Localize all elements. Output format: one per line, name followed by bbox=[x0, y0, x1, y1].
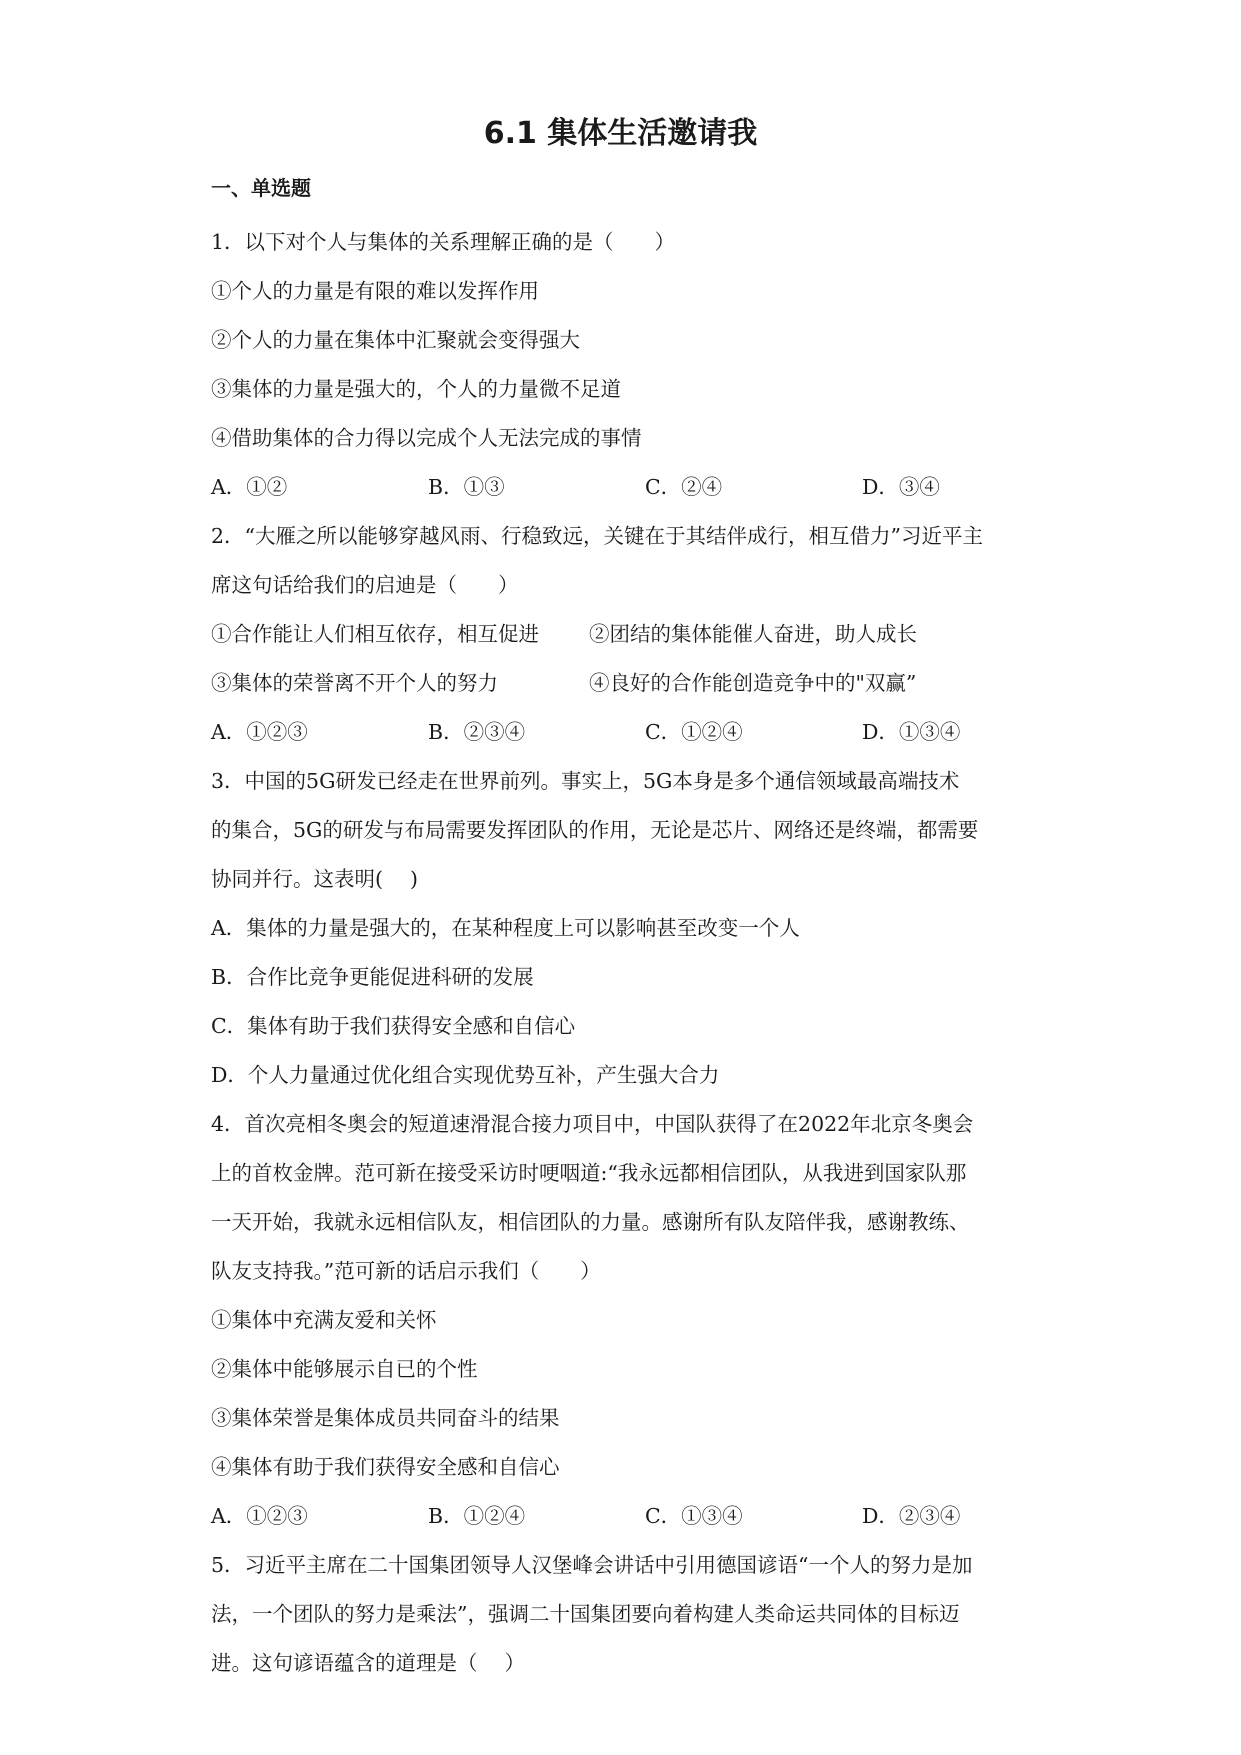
option-a: A．①②③ bbox=[211, 720, 308, 744]
question-stem: 2．“大雁之所以能够穿越风雨、行稳致远，关键在于其结伴成行，相互借力”习近平主 bbox=[211, 524, 984, 548]
page-title: 6.1 集体生活邀请我 bbox=[483, 116, 758, 151]
question-stem: 协同并行。这表明( ) bbox=[211, 867, 419, 891]
question-stem: 上的首枚金牌。范可新在接受采访时哽咽道:“我永远都相信团队，从我进到国家队那 bbox=[211, 1161, 967, 1185]
option-c: C．①③④ bbox=[645, 1504, 743, 1528]
question-stem: 的集合，5G的研发与布局需要发挥团队的作用，无论是芯片、网络还是终端，都需要 bbox=[211, 818, 979, 842]
statement-item: ②团结的集体能催人奋进，助人成长 bbox=[589, 622, 917, 646]
statement-item: ④良好的合作能创造竞争中的"双赢” bbox=[589, 671, 917, 695]
statement-item: ④集体有助于我们获得安全感和自信心 bbox=[211, 1455, 560, 1479]
question-3 bbox=[211, 757, 1041, 1100]
option-b: B．①②④ bbox=[428, 1504, 526, 1528]
option-a: A．①② bbox=[211, 475, 288, 499]
question-stem: 4．首次亮相冬奥会的短道速滑混合接力项目中，中国队获得了在2022年北京冬奥会 bbox=[211, 1112, 974, 1136]
statement-row bbox=[211, 610, 1041, 659]
option-a: A．集体的力量是强大的，在某种程度上可以影响甚至改变一个人 bbox=[211, 916, 800, 940]
statement-item: ④借助集体的合力得以完成个人无法完成的事情 bbox=[211, 426, 642, 450]
question-stem: 队友支持我。”范可新的话启示我们（ ） bbox=[211, 1259, 601, 1283]
question-stem: 席这句话给我们的启迪是（ ） bbox=[211, 573, 519, 597]
answer-options bbox=[211, 708, 1041, 757]
statement-item: ①合作能让人们相互依存，相互促进 bbox=[211, 622, 539, 646]
option-d: D．①③④ bbox=[862, 720, 961, 744]
statement-item: ②个人的力量在集体中汇聚就会变得强大 bbox=[211, 328, 580, 352]
answer-options bbox=[211, 1492, 1041, 1541]
question-2 bbox=[211, 512, 1041, 757]
option-b: B．②③④ bbox=[428, 720, 526, 744]
option-c: C．集体有助于我们获得安全感和自信心 bbox=[211, 1014, 576, 1038]
option-d: D．②③④ bbox=[862, 1504, 961, 1528]
statement-item: ②集体中能够展示自已的个性 bbox=[211, 1357, 478, 1381]
question-stem: 1．以下对个人与集体的关系理解正确的是（ ） bbox=[211, 230, 676, 254]
option-b: B．合作比竞争更能促进科研的发展 bbox=[211, 965, 534, 989]
statement-item: ③集体荣誉是集体成员共同奋斗的结果 bbox=[211, 1406, 560, 1430]
answer-options bbox=[211, 463, 1041, 512]
option-a: A．①②③ bbox=[211, 1504, 308, 1528]
option-c: C．①②④ bbox=[645, 720, 743, 744]
option-c: C．②④ bbox=[645, 475, 723, 499]
question-stem: 5．习近平主席在二十国集团领导人汉堡峰会讲话中引用德国谚语“一个人的努力是加 bbox=[211, 1553, 973, 1577]
statement-item: ①个人的力量是有限的难以发挥作用 bbox=[211, 279, 539, 303]
question-1 bbox=[211, 218, 1041, 512]
question-stem: 一天开始，我就永远相信队友，相信团队的力量。感谢所有队友陪伴我，感谢教练、 bbox=[211, 1210, 970, 1234]
option-b: B．①③ bbox=[428, 475, 505, 499]
question-5 bbox=[211, 1541, 1041, 1688]
statement-item: ①集体中充满友爱和关怀 bbox=[211, 1308, 437, 1332]
option-d: D．③④ bbox=[862, 475, 940, 499]
statement-item: ③集体的荣誉离不开个人的努力 bbox=[211, 671, 498, 695]
section-heading: 一、单选题 bbox=[211, 176, 311, 200]
question-stem: 进。这句谚语蕴含的道理是（ ） bbox=[211, 1651, 526, 1675]
statement-row bbox=[211, 659, 1041, 708]
question-list bbox=[211, 218, 1041, 1688]
statement-item: ③集体的力量是强大的，个人的力量微不足道 bbox=[211, 377, 621, 401]
question-stem: 3．中国的5G研发已经走在世界前列。事实上，5G本身是多个通信领域最高端技术 bbox=[211, 769, 960, 793]
question-stem: 法，一个团队的努力是乘法”，强调二十国集团要向着构建人类命运共同体的目标迈 bbox=[211, 1602, 960, 1626]
option-d: D．个人力量通过优化组合实现优势互补，产生强大合力 bbox=[211, 1063, 720, 1087]
question-4 bbox=[211, 1100, 1041, 1541]
